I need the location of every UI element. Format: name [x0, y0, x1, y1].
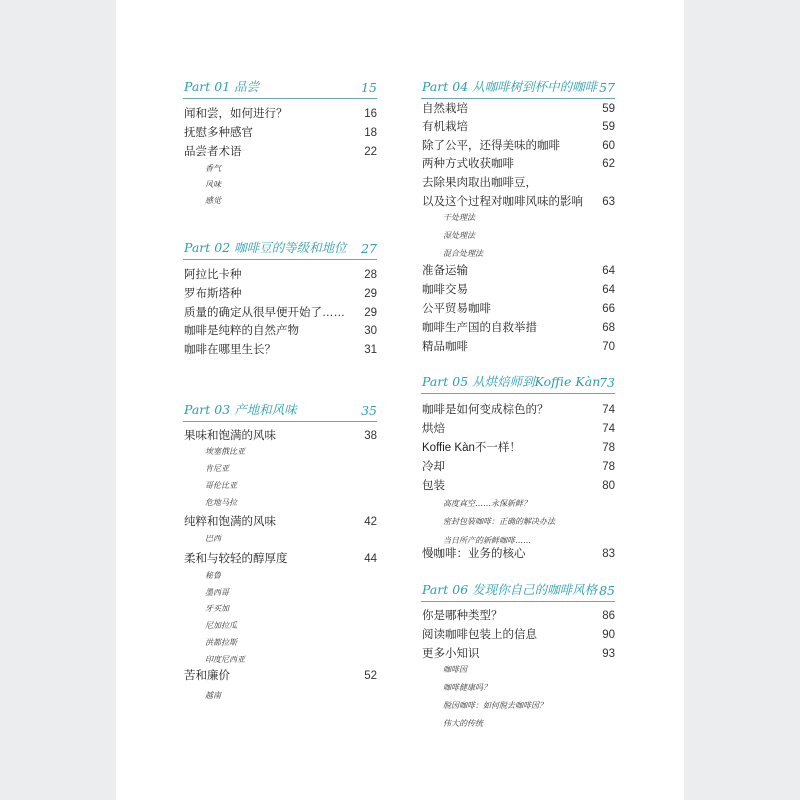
toc-subentry: 干处理法 [443, 213, 475, 222]
toc-subentry: 危地马拉 [205, 498, 237, 507]
toc-subentry: 密封包装咖啡：正确的解决办法 [443, 517, 555, 526]
toc-entry [421, 175, 615, 191]
toc-entry [183, 514, 377, 530]
entry-label: 去除果肉取出咖啡豆， [422, 177, 537, 189]
entry-label: 苦和廉价 [184, 670, 230, 682]
part-title: Part 05 从烘焙师到Koffie Kàn [422, 374, 601, 389]
toc-subentry: 尼加拉瓜 [205, 621, 237, 630]
toc-subentry: 墨西哥 [205, 588, 229, 597]
entry-page: 90 [602, 629, 615, 641]
entry-label: 柔和与较轻的醇厚度 [184, 553, 288, 565]
entry-label: 慢咖啡：业务的核心 [422, 548, 526, 560]
part-heading [421, 76, 615, 99]
entry-page: 80 [602, 480, 615, 492]
entry-label: 冷却 [422, 461, 445, 473]
entry-page: 70 [602, 341, 615, 353]
toc-subentry: 湿处理法 [443, 231, 475, 240]
toc-entry [421, 138, 615, 154]
entry-label: 果味和饱满的风味 [184, 430, 276, 442]
part-page: 57 [599, 80, 615, 95]
entry-label: 除了公平，还得美味的咖啡 [422, 140, 560, 152]
toc-entry [183, 106, 377, 122]
entry-page: 63 [602, 196, 615, 208]
entry-label: 准备运输 [422, 265, 468, 277]
entry-page: 93 [602, 648, 615, 660]
entry-page: 42 [364, 516, 377, 528]
entry-label: 有机栽培 [422, 121, 468, 133]
entry-label: 品尝者术语 [184, 146, 242, 158]
entry-label: 纯粹和饱满的风味 [184, 516, 276, 528]
entry-page: 83 [602, 548, 615, 560]
part-title: Part 06 发现你自己的咖啡风格 [422, 582, 598, 597]
entry-label: 公平贸易咖啡 [422, 303, 491, 315]
entry-label: 阅读咖啡包装上的信息 [422, 629, 537, 641]
toc-subentry: 混合处理法 [443, 249, 483, 258]
toc-entry [421, 301, 615, 317]
entry-label: 咖啡交易 [422, 284, 468, 296]
toc-subentry: 洪都拉斯 [205, 638, 237, 647]
entry-label: 包装 [422, 480, 445, 492]
entry-page: 28 [364, 269, 377, 281]
entry-label: 两种方式收获咖啡 [422, 158, 514, 170]
toc-entry [183, 286, 377, 302]
toc-subentry: 越南 [205, 691, 221, 700]
part-page: 27 [361, 241, 377, 256]
toc-entry [183, 342, 377, 358]
toc-subentry: 感觉 [205, 196, 221, 205]
toc-entry [421, 101, 615, 117]
toc-subentry: 咖啡健康吗？ [443, 683, 491, 692]
entry-label: 以及这个过程对咖啡风味的影响 [422, 196, 583, 208]
entry-label: 自然栽培 [422, 103, 468, 115]
part-heading [183, 399, 377, 422]
part-page: 85 [599, 583, 615, 598]
part-heading [183, 76, 377, 99]
toc-subentry: 脱因咖啡：如何脱去咖啡因？ [443, 701, 547, 710]
toc-subentry: 咖啡因 [443, 665, 467, 674]
entry-page: 22 [364, 146, 377, 158]
entry-page: 66 [602, 303, 615, 315]
entry-label: 闻和尝，如何进行？ [184, 108, 288, 120]
toc-entry [421, 282, 615, 298]
entry-page: 78 [602, 442, 615, 454]
toc-entry [421, 263, 615, 279]
part-heading [421, 579, 615, 602]
entry-label: 抚慰多种感官 [184, 127, 253, 139]
toc-entry [183, 668, 377, 684]
toc-entry [421, 459, 615, 475]
part-page: 73 [599, 375, 615, 390]
toc-entry [183, 305, 377, 321]
part-heading [183, 237, 377, 260]
entry-label: 你是哪种类型？ [422, 610, 503, 622]
toc-entry [421, 546, 615, 562]
entry-page: 52 [364, 670, 377, 682]
entry-page: 68 [602, 322, 615, 334]
toc-subentry: 埃塞俄比亚 [205, 447, 245, 456]
entry-page: 16 [364, 108, 377, 120]
toc-entry [183, 267, 377, 283]
entry-label: 更多小知识 [422, 648, 480, 660]
entry-label: 烘焙 [422, 423, 445, 435]
entry-label: 咖啡在哪里生长？ [184, 344, 276, 356]
toc-subentry: 牙买加 [205, 604, 229, 613]
toc-subentry: 巴西 [205, 534, 221, 543]
entry-page: 78 [602, 461, 615, 473]
toc-subentry: 印度尼西亚 [205, 655, 245, 664]
toc-subentry: 哥伦比亚 [205, 481, 237, 490]
toc-subentry: 高度真空……永保新鲜？ [443, 499, 531, 508]
toc-entry [183, 551, 377, 567]
toc-entry [421, 194, 615, 210]
entry-label: 阿拉比卡种 [184, 269, 242, 281]
part-title: Part 04 从咖啡树到杯中的咖啡 [422, 79, 598, 94]
entry-page: 29 [364, 288, 377, 300]
toc-entry [421, 119, 615, 135]
entry-label: 咖啡是纯粹的自然产物 [184, 325, 299, 337]
toc-subentry: 秘鲁 [205, 571, 221, 580]
entry-page: 74 [602, 404, 615, 416]
entry-page: 44 [364, 553, 377, 565]
part-page: 35 [361, 403, 377, 418]
entry-page: 18 [364, 127, 377, 139]
toc-subentry: 风味 [205, 180, 221, 189]
entry-label: 咖啡生产国的自救举措 [422, 322, 537, 334]
toc-subentry: 伟大的传统 [443, 719, 483, 728]
toc-entry [421, 156, 615, 172]
entry-page: 59 [602, 103, 615, 115]
entry-page: 59 [602, 121, 615, 133]
part-page: 15 [361, 80, 377, 95]
toc-subentry: 香气 [205, 164, 221, 173]
entry-page: 74 [602, 423, 615, 435]
toc-entry [421, 402, 615, 418]
part-heading [421, 371, 615, 394]
part-title: Part 02 咖啡豆的等级和地位 [184, 240, 347, 255]
toc-entry [421, 627, 615, 643]
entry-page: 38 [364, 430, 377, 442]
toc-entry [421, 339, 615, 355]
part-title: Part 03 产地和风味 [184, 402, 297, 417]
toc-entry [421, 320, 615, 336]
entry-label: 精品咖啡 [422, 341, 468, 353]
toc-entry [421, 608, 615, 624]
entry-page: 86 [602, 610, 615, 622]
toc-entry [183, 428, 377, 444]
entry-page: 31 [364, 344, 377, 356]
toc-entry [421, 421, 615, 437]
entry-label: Koffie Kàn不一样！ [422, 442, 521, 454]
toc-entry [183, 144, 377, 160]
toc-subentry: 当日所产的新鲜咖啡…… [443, 536, 531, 545]
toc-entry [183, 125, 377, 141]
entry-page: 60 [602, 140, 615, 152]
entry-label: 咖啡是如何变成棕色的？ [422, 404, 549, 416]
entry-page: 64 [602, 265, 615, 277]
toc-entry [421, 478, 615, 494]
entry-page: 62 [602, 158, 615, 170]
entry-page: 29 [364, 307, 377, 319]
toc-entry [421, 646, 615, 662]
toc-entry [183, 323, 377, 339]
part-title: Part 01 品尝 [184, 79, 260, 94]
toc-entry [421, 440, 615, 456]
entry-label: 罗布斯塔种 [184, 288, 242, 300]
toc-subentry: 肯尼亚 [205, 464, 229, 473]
entry-page: 64 [602, 284, 615, 296]
entry-page: 30 [364, 325, 377, 337]
entry-label: 质量的确定从很早便开始了…… [184, 307, 345, 319]
